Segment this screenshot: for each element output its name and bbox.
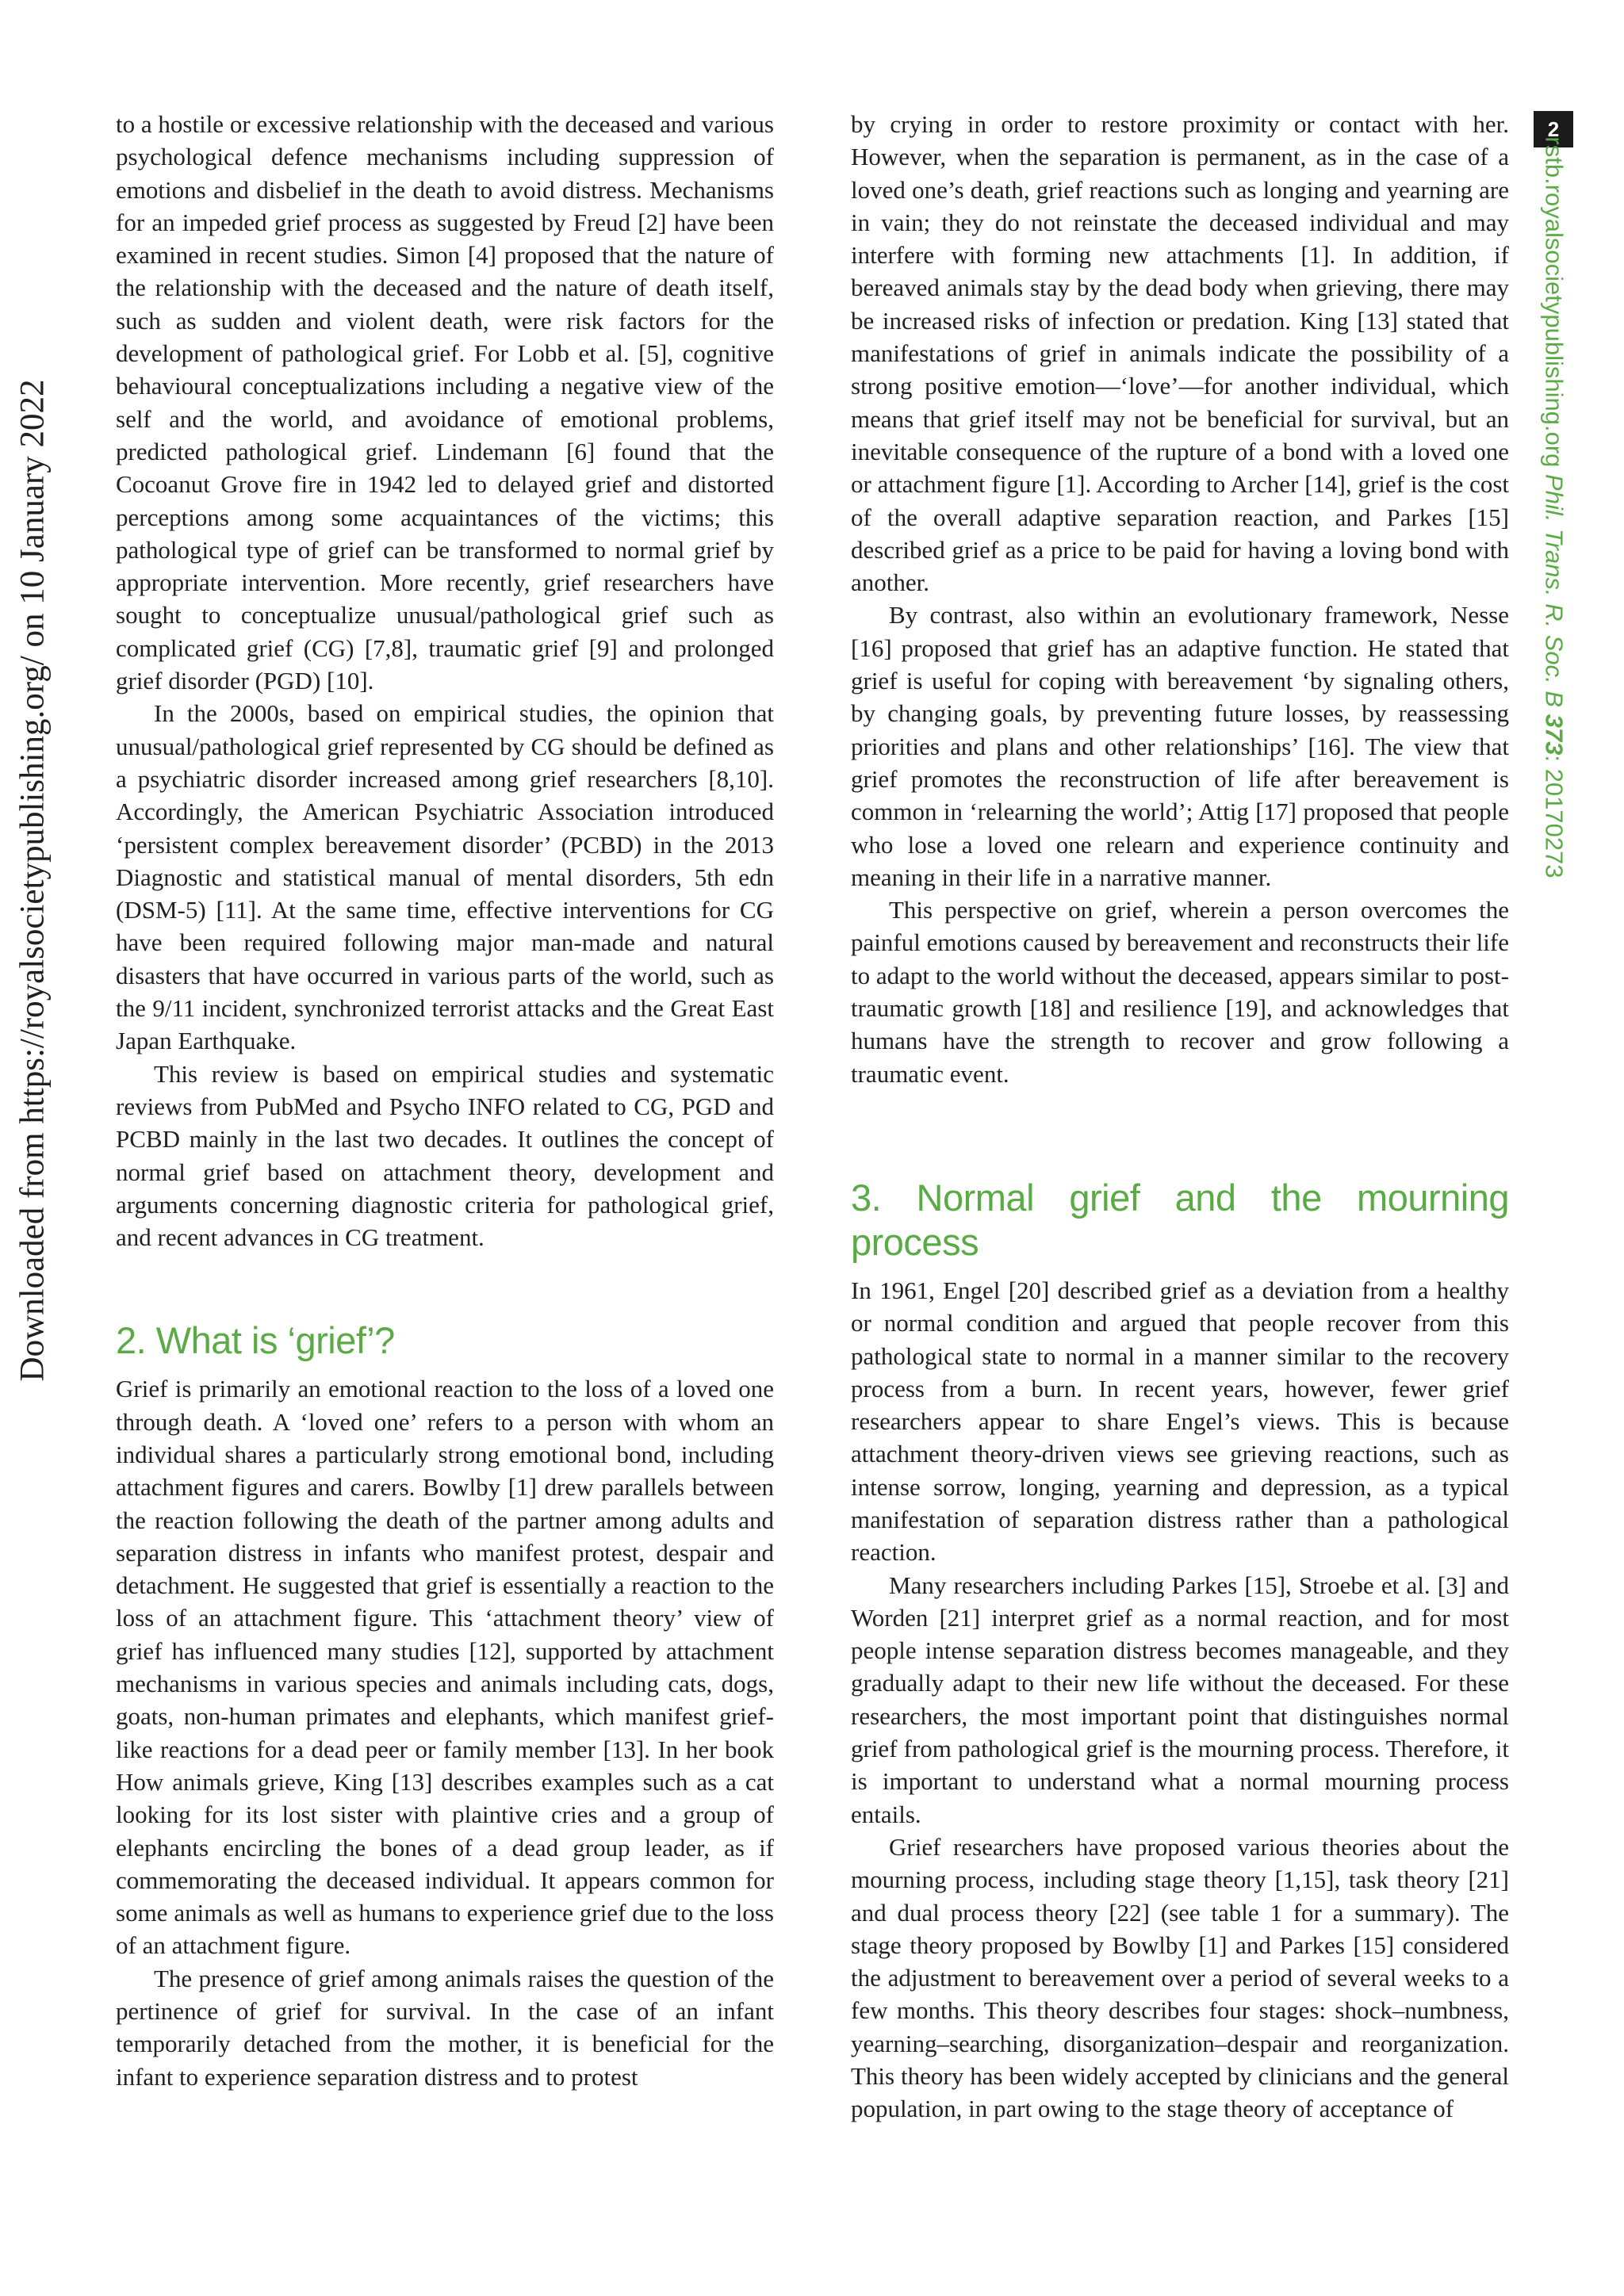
journal-running-header-text — [1540, 136, 1568, 878]
heading-spacer — [851, 1265, 1509, 1274]
body-paragraph: By contrast, also within an evolutionary framework, Nesse [16] proposed that grief has an adaptive function. He stated that grief is useful for coping with bereavement ‘by signaling others, by changing goals, by preventing future losses, by reassessing priorities and plans and other relationships’ [16]. The view that grief promotes the reconstruction of life after bereavement is common in ‘relearning the world’; Attig [17] proposed that people who lose a loved one relearn and experience continuity and meaning in their life in a narrative manner. — [851, 601, 1509, 891]
right-column — [851, 108, 1509, 2126]
body-paragraph: Grief researchers have proposed various theories about the mourning process, including stage theory [1,15], task theory [21] and dual process theory [22] (see table 1 for a summary). The stage theory proposed by Bowlby [1] and Parkes [15] considered the adjustment to bereavement over a period of several weeks to a few months. This theory describes four stages: shock–numbness, yearning–searching, disorganization–despair and reorganization. This theory has been widely accepted by clinicians and the general population, in part owing to the stage theory of acceptance of — [851, 1832, 1509, 2123]
section-spacer — [116, 1253, 774, 1318]
body-paragraph: This review is based on empirical studies and systematic reviews from PubMed and Psycho INFO related to CG, PGD and PCBD mainly in the last two decades. It outlines the concept of normal grief based on attachment theory, development and arguments concerning diagnostic criteria for pathological grief, and recent advances in CG treatment. — [116, 1059, 774, 1252]
section-heading-what-is-grief: 2. What is ‘grief’? — [116, 1319, 395, 1362]
body-paragraph: This perspective on grief, wherein a person overcomes the painful emotions caused by bereavement and reconstructs their life to adapt to the world without the deceased, appears similar to post-traumatic growth [18] and resilience [19], and acknowledges that humans have the strength to recover and grow following a traumatic event. — [851, 896, 1509, 1088]
citation-volume: 373 — [1541, 714, 1568, 756]
section-spacer — [851, 1090, 1509, 1176]
citation-suffix: : 20170273 — [1541, 755, 1568, 878]
body-paragraph: by crying in order to restore proximity or contact with her. However, when the separation is permanent, as in the case of a loved one’s death, grief reactions such as longing and yearning are in vain; they do not reinstate the deceased individual and may interfere with forming new attachments [1]. In addition, if bereaved animals stay by the dead body when grieving, there may be increased risks of infection or predation. King [13] stated that manifestations of grief in animals indicate the possibility of a strong positive emotion—‘love’—for another individual, which means that grief itself may not be beneficial for survival, but an inevitable consequence of the rupture of a bond with a loved one or attachment figure [1]. According to Archer [14], grief is the cost of the overall adaptive separation reaction, and Parkes [15] described grief as a price to be paid for having a loving bond with another. — [851, 110, 1509, 597]
journal-running-header — [1535, 136, 1573, 878]
left-column — [116, 108, 774, 2093]
download-notice-text: Downloaded from https://royalsocietypublishing.org/ on 10 January 2022 — [13, 379, 52, 1381]
journal-site-link[interactable]: rstb.royalsocietypublishing.org — [1541, 136, 1568, 468]
heading-spacer — [116, 1363, 774, 1372]
page-number: 2 — [1534, 111, 1573, 147]
body-paragraph: Grief is primarily an emotional reaction to the loss of a loved one through death. A ‘loved one’ refers to a person with whom an individual shares a particularly strong emotional bond, including attachment figures and carers. Bowlby [1] drew parallels between the reaction following the death of the partner among adults and separation distress in infants who manifest protest, despair and detachment. He suggested that grief is essentially a reaction to the loss of an attachment figure. This ‘attachment theory’ view of grief has influenced many studies [12], supported by attachment mechanisms in various species and animals including cats, dogs, goats, non-human primates and elephants, which manifest grief-like reactions for a dead peer or family member [13]. In her book How animals grieve, King [13] describes examples such as a cat looking for its lost sister with plaintive cries and a group of elephants encircling the bones of a dead group leader, as if commemorating the deceased individual. It appears common for some animals as well as humans to experience grief due to the loss of an attachment figure. — [116, 1375, 774, 1960]
citation-prefix: Phil. Trans. R. Soc. B — [1541, 474, 1568, 714]
journal-citation — [1541, 474, 1568, 755]
body-paragraph: In the 2000s, based on empirical studies, the opinion that unusual/pathological grief represented by CG should be defined as a psychiatric disorder increased among grief researchers [8,10]. Accordingly, the American Psychiatric Association introduced ‘persistent complex bereavement disorder’ (PCBD) in the 2013 Diagnostic and statistical manual of mental disorders, 5th edn (DSM-5) [11]. At the same time, effective interventions for CG have been required following major man-made and natural disasters that have occurred in various parts of the world, such as the 9/11 incident, synchronized terrorist attacks and the Great East Japan Earthquake. — [116, 699, 774, 1055]
body-paragraph: Many researchers including Parkes [15], Stroebe et al. [3] and Worden [21] interpret grief as a normal reaction, and for most people intense separation distress becomes manageable, and they gradually adapt to their new life without the deceased. For these researchers, the most important point that distinguishes normal grief from pathological grief is the mourning process. Therefore, it is important to understand what a normal mourning process entails. — [851, 1571, 1509, 1828]
section-heading-normal-grief: 3. Normal grief and the mourning process — [851, 1176, 1509, 1263]
body-paragraph: In 1961, Engel [20] described grief as a deviation from a healthy or normal condition and argued that people recover from this pathological state to normal in a manner similar to the recovery process from a burn. In recent years, however, fewer grief researchers appear to share Engel’s views. This is because attachment theory-driven views see grieving reactions, such as intense sorrow, longing, yearning and depression, as a typical manifestation of separation distress rather than a pathological reaction. — [851, 1276, 1509, 1567]
body-paragraph: to a hostile or excessive relationship with the deceased and various psychological defence mechanisms including suppression of emotions and disbelief in the death to avoid distress. Mechanisms for an impeded grief process as suggested by Freud [2] have been examined in recent studies. Simon [4] proposed that the nature of the relationship with the deceased and the nature of death itself, such as sudden and violent death, were risk factors for the development of pathological grief. For Lobb et al. [5], cognitive behavioural conceptualizations including a negative view of the self and the world, and avoidance of emotional problems, predicted pathological grief. Lindemann [6] found that the Cocoanut Grove fire in 1942 led to delayed grief and distorted perceptions among some acquaintances of the victims; this pathological type of grief can be transformed to normal grief by appropriate intervention. More recently, grief researchers have sought to conceptualize unusual/pathological grief such as complicated grief (CG) [7,8], traumatic grief [9] and prolonged grief disorder (PGD) [10]. — [116, 110, 774, 695]
body-paragraph: The presence of grief among animals raises the question of the pertinence of grief for survival. In the case of an infant temporarily detached from the mother, it is beneficial for the infant to experience separation distress and to protest — [116, 1964, 774, 2091]
download-notice — [5, 127, 60, 1633]
